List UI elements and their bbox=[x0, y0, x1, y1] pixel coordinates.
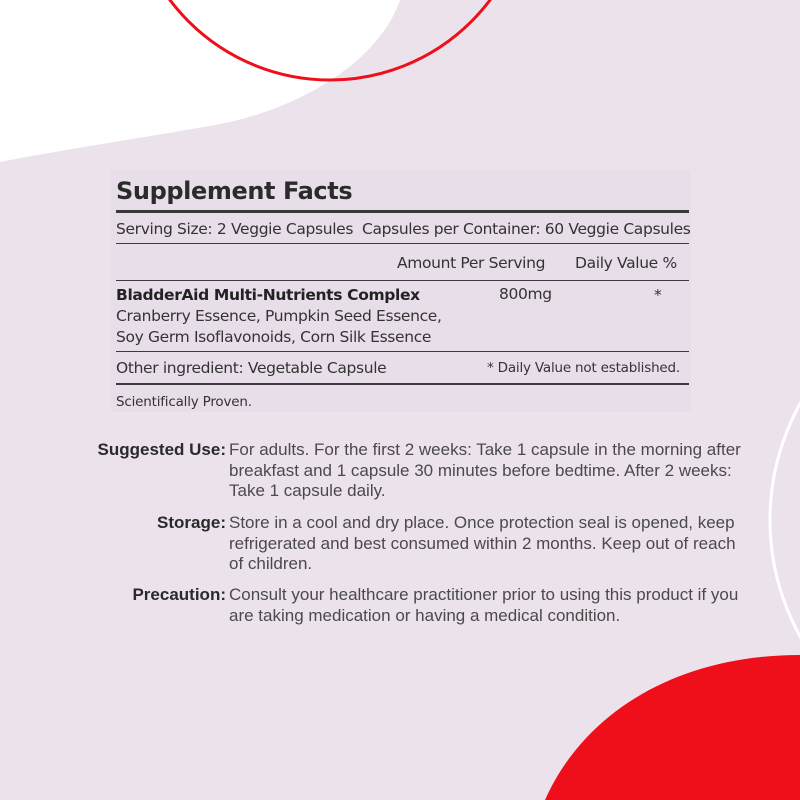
scientifically-proven-claim: Scientifically Proven. bbox=[116, 394, 252, 410]
other-ingredient: Other ingredient: Vegetable Capsule bbox=[116, 359, 387, 377]
ingredient-name: BladderAid Multi-Nutrients Complex bbox=[116, 286, 420, 304]
title-divider bbox=[116, 210, 689, 213]
ingredient-daily-value: * bbox=[654, 286, 662, 304]
header-divider bbox=[116, 280, 689, 281]
serving-size: Serving Size: 2 Veggie Capsules bbox=[116, 220, 354, 238]
suggested-use-text: For adults. For the first 2 weeks: Take 1 capsule in the morning after breakfast and 1 capsule 30 minutes before bedtime. After 2 weeks: Take 1 capsule daily. bbox=[229, 440, 741, 500]
storage-label: Storage: bbox=[157, 513, 226, 532]
red-shape-bottom-right bbox=[545, 655, 800, 800]
supplement-facts-panel bbox=[111, 170, 691, 412]
ingredient-components-line1: Cranberry Essence, Pumpkin Seed Essence, bbox=[116, 307, 442, 325]
ingredient-components-line2: Soy Germ Isoflavonoids, Corn Silk Essence bbox=[116, 328, 432, 346]
serving-divider bbox=[116, 243, 689, 244]
daily-value-footnote: * Daily Value not established. bbox=[487, 360, 680, 376]
ingredient-amount: 800mg bbox=[499, 285, 552, 303]
supplement-facts-title: Supplement Facts bbox=[116, 177, 353, 205]
precaution-label: Precaution: bbox=[132, 585, 226, 604]
suggested-use-label: Suggested Use: bbox=[97, 440, 226, 459]
bottom-divider bbox=[116, 383, 689, 385]
header-amount-per-serving: Amount Per Serving bbox=[397, 254, 546, 272]
header-daily-value: Daily Value % bbox=[575, 254, 677, 272]
capsules-per-container: Capsules per Container: 60 Veggie Capsules bbox=[362, 220, 691, 238]
precaution-text: Consult your healthcare practitioner prior to using this product if you are taking medication or having a medical condition. bbox=[229, 585, 739, 625]
storage-text: Store in a cool and dry place. Once protection seal is opened, keep refrigerated and best consumed within 2 months. Keep out of reach of children. bbox=[229, 513, 736, 573]
ingredient-divider bbox=[116, 351, 689, 352]
